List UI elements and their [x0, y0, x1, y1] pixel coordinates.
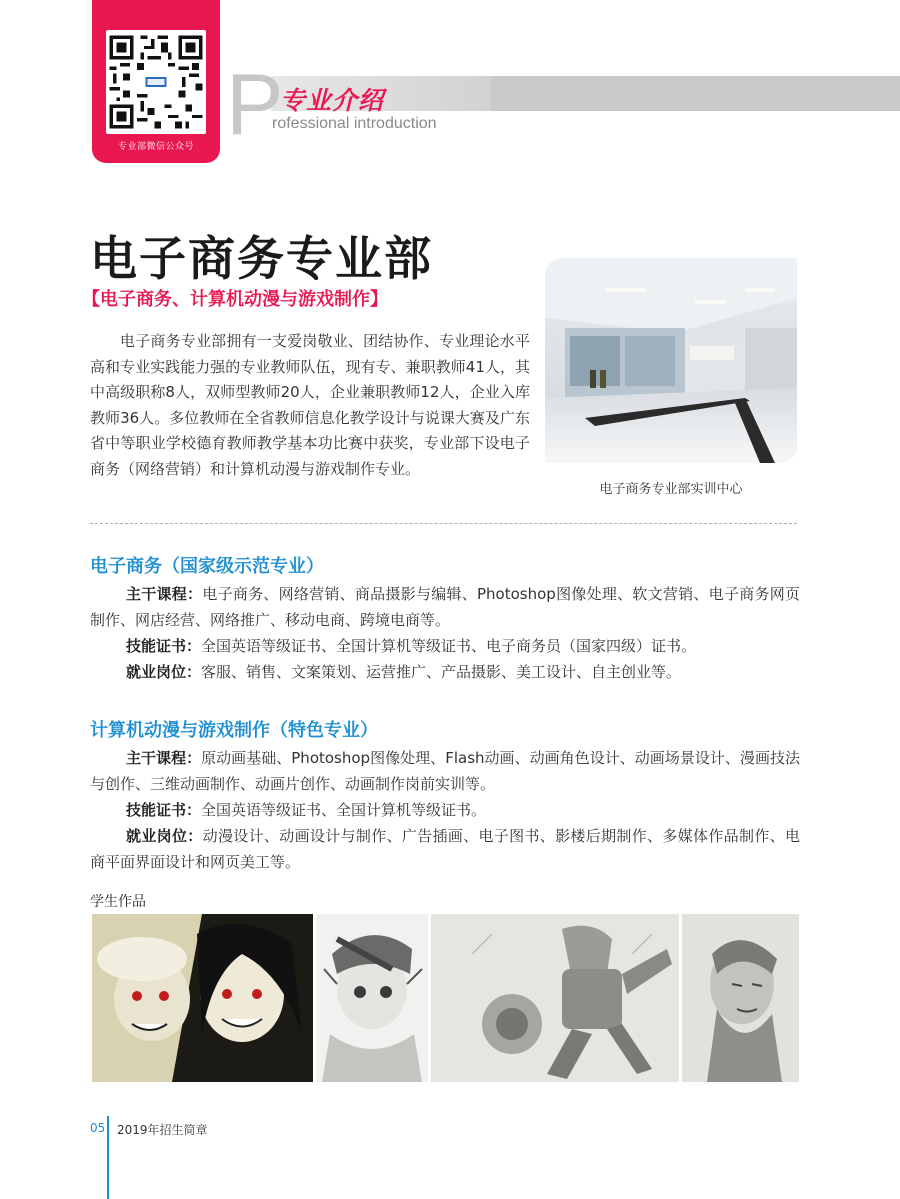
- section2-cert: [90, 798, 800, 824]
- qr-code-image: [106, 30, 206, 134]
- artwork-pencil-elf: [316, 914, 428, 1082]
- footer-page-number: 05: [90, 1121, 106, 1135]
- section2-courses: [90, 746, 800, 797]
- qr-badge: [92, 0, 220, 163]
- header-subtitle: rofessional introduction: [272, 115, 437, 132]
- section-divider: [90, 523, 797, 524]
- section2-courses-label: 主干课程：: [126, 749, 202, 767]
- section1-courses-text: 电子商务、网络营销、商品摄影与编辑、Photoshop图像处理、软文营销、电子商务网页制作、网店经营、网络推广、移动电商、跨境电商等。: [90, 585, 800, 629]
- section2-jobs: [90, 824, 800, 875]
- header-title: 专业介绍: [280, 86, 385, 115]
- artwork-anime-characters: [92, 914, 313, 1082]
- header-p-letter: P: [226, 57, 284, 153]
- footer-text: 2019年招生简章: [117, 1123, 208, 1137]
- section2-cert-text: 全国英语等级证书、全国计算机等级证书。: [201, 801, 487, 819]
- artwork-pencil-portrait: [682, 914, 799, 1082]
- qr-caption: 专业部微信公众号: [117, 142, 194, 152]
- section1-title: 电子商务（国家级示范专业）: [90, 556, 324, 577]
- training-center-image: [545, 258, 797, 463]
- section1-jobs-label: 就业岗位：: [126, 663, 202, 681]
- department-subtitle: 【电子商务、计算机动漫与游戏制作】: [82, 289, 388, 310]
- section2-title: 计算机动漫与游戏制作（特色专业）: [90, 720, 378, 741]
- student-works-label: 学生作品: [90, 894, 146, 910]
- section1-cert: [90, 634, 800, 660]
- section1-courses: [90, 582, 800, 633]
- section1-jobs-text: 客服、销售、文案策划、运营推广、产品摄影、美工设计、自主创业等。: [201, 663, 682, 681]
- photo-caption: 电子商务专业部实训中心: [599, 482, 743, 497]
- section2-jobs-text: 动漫设计、动画设计与制作、广告插画、电子图书、影楼后期制作、多媒体作品制作、电商平面界面设计和网页美工等。: [90, 827, 800, 871]
- section1-cert-text: 全国英语等级证书、全国计算机等级证书、电子商务员（国家四级）证书。: [201, 637, 697, 655]
- department-title: 电子商务专业部: [90, 232, 433, 287]
- student-works-images: [92, 914, 799, 1082]
- section2-jobs-label: 就业岗位：: [126, 827, 203, 845]
- section2-cert-label: 技能证书：: [126, 801, 202, 819]
- section2-courses-text: 原动画基础、Photoshop图像处理、Flash动画、动画角色设计、动画场景设计、漫画技法与创作、三维动画制作、动画片创作、动画制作岗前实训等。: [90, 749, 800, 793]
- student-works-gallery: [92, 914, 799, 1082]
- department-intro: 电子商务专业部拥有一支爱岗敬业、团结协作、专业理论水平高和专业实践能力强的专业教师队伍，现有专、兼职教师41人，其中高级职称8人，双师型教师20人，企业兼职教师12人，企业入库教师36人。多位教师在全省教师信息化教学设计与说课大赛及广东省中等职业学校德育教师教学基本功比赛中获奖，专业部下设电子商务（网络营销）和计算机动漫与游戏制作专业。: [90, 332, 530, 478]
- section1-courses-label: 主干课程：: [126, 585, 203, 603]
- training-center-photo: [545, 258, 797, 463]
- section1-jobs: [90, 660, 800, 686]
- qr-code[interactable]: [106, 30, 206, 134]
- section1-cert-label: 技能证书：: [126, 637, 202, 655]
- artwork-pencil-robot: [431, 914, 679, 1082]
- footer-line: [107, 1116, 109, 1199]
